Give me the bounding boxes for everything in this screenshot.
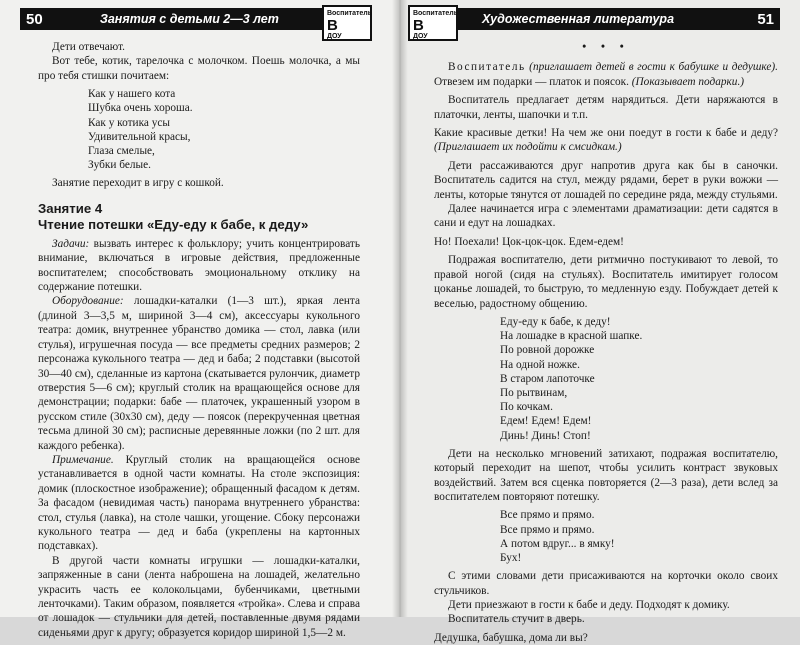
lesson-subheading: Чтение потешки «Еду-еду к бабе, к деду»	[38, 216, 309, 232]
poem-line: Еду-еду к бабе, к деду!	[500, 315, 611, 328]
logo-letter: В	[413, 17, 424, 34]
teacher-line	[434, 60, 778, 89]
equipment-paragraph	[38, 294, 360, 452]
poem-line: Удивительной красы,	[88, 130, 191, 143]
poem-line: Шубка очень хороша.	[88, 102, 193, 115]
poem-line: В старом лапоточке	[500, 372, 595, 385]
poem-line: По ровной дорожке	[500, 344, 595, 357]
right-page	[400, 0, 800, 644]
right-text-column	[434, 40, 778, 645]
paragraph: Подражая воспитателю, дети ритмично постукивают то левой, то правой ногой (сидя на стульях). Воспитатель имитирует голосом цоканье лошадей, то быструю, то медленную езду. Побуждает детей к веселью, радостному общению.	[434, 254, 778, 310]
paragraph: Далее начинается игра с элементами драматизации: дети садятся в сани и едут на лошадках.	[434, 203, 778, 230]
paragraph: Дети отвечают.	[52, 41, 125, 53]
stage-direction: (приглашает детей в гости к бабушке и дедушке).	[525, 61, 778, 74]
poem-line: Как у котика усы	[88, 116, 170, 129]
section-separator: • • •	[582, 41, 630, 53]
paragraph: В другой части комнаты игрушки — лошадки-каталки, запряженные в сани (лента наброшена на лошадей, желательно украсить часть ее колокольцами, бубенчиками, цветными ленточками). Таким образом, появляется «тройка». Слева и справа от лошадок — стульчики для детей, поставленные двумя рядами сиденьями друг к другу; образуется коридор шириной 1,5—2 м.	[38, 554, 360, 639]
poem	[500, 315, 778, 443]
running-header-left	[20, 8, 330, 30]
speech: Какие красивые детки! На чем же они поедут в гости к бабе и деду?	[434, 127, 778, 140]
journal-logo-left	[322, 5, 372, 41]
logo-top-text: Воспитатель	[327, 10, 373, 17]
paragraph: Занятие переходит в игру с кошкой.	[52, 177, 224, 190]
speech: Отвезем им подарки — платок и поясок.	[434, 75, 629, 88]
poem-line: По рытвинам,	[500, 386, 568, 399]
running-header-right	[430, 8, 780, 30]
poem-line: Едем! Едем! Едем!	[500, 415, 592, 428]
journal-logo-right	[408, 5, 458, 41]
paragraph: С этими словами дети присаживаются на корточки около своих стульчиков.	[434, 570, 778, 597]
poem-line: Как у нашего кота	[88, 88, 176, 101]
equipment-label: Оборудование:	[52, 295, 124, 308]
poem-line: На одной ножке.	[500, 358, 580, 371]
logo-bottom-text: ДОУ	[327, 33, 342, 40]
logo-top-text: Воспитатель	[413, 10, 459, 17]
paragraph: Воспитатель предлагает детям нарядиться. Дети наряжаются в платочки, ленты, шапочки и т.п.	[434, 94, 778, 121]
tasks-label: Задачи:	[52, 237, 90, 250]
tasks-paragraph	[38, 237, 360, 295]
paragraph: Дети на несколько мгновений затихают, подражая воспитателю, который переходит на шепот, чтобы усилить контраст звуковых воздействий. Затем вся сценка повторяется (2—3 раза), дети вслед за воспитателем повторяют потешку.	[434, 447, 778, 503]
note-text: Круглый столик на вращающейся основе устанавливается в одной части комнаты. На столе экспозиция: домик (плоскостное изображение); обращенный фасадом к детям. За фасадом (невидимая часть) панорама внутреннего убранства: стол, стулья (лавка), на столе чашки, угощение. Сбоку персонажи кукольного театра — дед и баба (укреплены на картонных подставках).	[38, 453, 360, 553]
poem-line: Глаза смелые,	[88, 145, 155, 158]
stage-direction: (Приглашает их подойти к смсидкам.)	[434, 141, 622, 154]
logo-letter: В	[327, 17, 338, 34]
paragraph: Вот тебе, котик, тарелочка с молочком. Поешь молочка, а мы про тебя стишки почитаем:	[38, 55, 360, 82]
poem-line: По кочкам.	[500, 401, 553, 414]
poem-line: Все прямо и прямо.	[500, 509, 595, 522]
paragraph: Дети рассаживаются друг напротив друга как бы в саночки. Воспитатель садится на стул, между рядами, берет в руки вожжи — ленты, которые тянутся от лошадей по середине ряда, между стульями.	[434, 159, 778, 201]
page-number-left: 50	[26, 10, 43, 28]
stage-direction: (Показывает подарки.)	[628, 75, 745, 88]
logo-bottom-text: ДОУ	[413, 33, 428, 40]
note-label: Примечание.	[52, 453, 114, 466]
poem-line: Зубки белые.	[88, 159, 151, 172]
page-number-right: 51	[757, 10, 774, 28]
poem	[500, 508, 778, 565]
poem-line: На лошадке в красной шапке.	[500, 330, 643, 343]
tasks-text: вызвать интерес к фольклору; учить концентрировать внимание, включаться в игровые действия, предложенные воспитателем; способствовать эмоциональному отклику на содержание потешки.	[38, 237, 360, 294]
note-paragraph	[38, 453, 360, 554]
poem-line: Бух!	[500, 551, 522, 564]
poem-line: А потом вдруг... в ямку!	[500, 537, 615, 550]
teacher-label: Воспитатель	[448, 61, 526, 74]
lesson-heading: Занятие 4	[38, 200, 103, 216]
equipment-text: лошадки-каталки (1—3 шт.), яркая лента (длиной 3—3,5 м, шириной 3—4 см), аксессуары кукольного театра: домик, внутреннее убранство домика — стол, лавка (или стулья), игрушечная посуда — все предметы средних размеров; 2 персонажа кукольного театра — дед и баба; 2 подставки (высотой 30—40 см), сделанные из картона (скатывается рулончик, диаметр отверстия 5—6 см); круглый столик на вращающейся основе для демонстрации; подарки: бабе — платочек, украшенный узором в русском стиле (30x30 см), деду — поясок (перекрученная цветная тесьма длиной 30 см); расписные деревянные ложки (по 2 шт. для каждого ребенка).	[38, 295, 360, 452]
left-page	[0, 0, 400, 639]
header-title-left: Занятия с детьми 2—3 лет	[99, 12, 279, 26]
poem	[88, 87, 360, 172]
speech-paragraph: Но! Поехали! Цок-цок-цок. Едем-едем!	[434, 235, 624, 248]
speech-paragraph	[434, 126, 778, 155]
speech-paragraph: Дедушка, бабушка, дома ли вы?	[434, 631, 588, 644]
paragraph: Воспитатель стучит в дверь.	[448, 613, 585, 626]
paragraph: Дети приезжают в гости к бабе и деду. Подходят к домику.	[448, 598, 730, 611]
book-gutter	[392, 0, 408, 617]
header-title-right: Художественная литература	[482, 12, 675, 26]
left-text-column	[38, 40, 360, 640]
poem-line: Все прямо и прямо.	[500, 523, 595, 536]
poem-line: Динь! Динь! Стоп!	[500, 429, 591, 442]
